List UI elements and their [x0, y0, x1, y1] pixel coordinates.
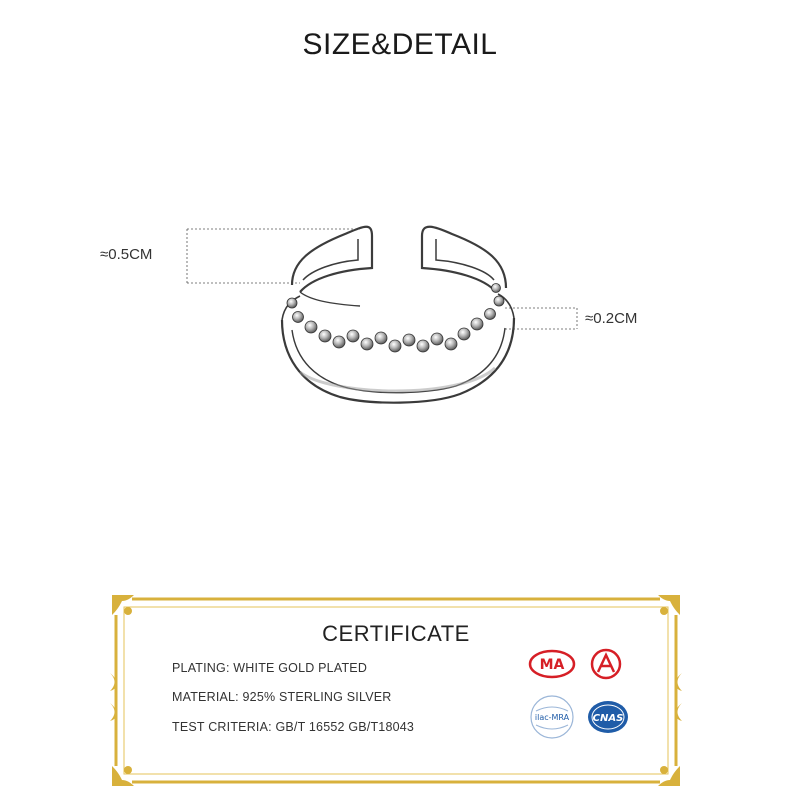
page-title: SIZE&DETAIL — [302, 28, 498, 61]
bead-width-label: ≈0.2CM — [585, 310, 638, 327]
svg-text:ilac-MRA: ilac-MRA — [534, 713, 570, 722]
ring-beads — [287, 284, 504, 353]
dimension-guide-bead — [505, 308, 577, 329]
ma-logo-icon — [528, 649, 576, 679]
certificate-test-criteria: TEST CRITERIA: GB/T 16552 GB/T18043 — [172, 720, 415, 734]
certificate-panel — [110, 593, 682, 788]
cnas-logo-icon — [584, 697, 632, 737]
ring-upper-band — [292, 227, 506, 306]
certificate-title: CERTIFICATE — [322, 621, 470, 646]
certificate-material: MATERIAL: 925% STERLING SILVER — [172, 690, 392, 704]
ilac-mra-logo-icon — [528, 693, 576, 741]
cal-logo-icon — [588, 647, 624, 681]
svg-text:CNAS: CNAS — [592, 713, 624, 724]
certificate-plating: PLATING: WHITE GOLD PLATED — [172, 661, 368, 675]
band-width-label: ≈0.5CM — [100, 246, 153, 263]
svg-text:MA: MA — [539, 657, 565, 673]
